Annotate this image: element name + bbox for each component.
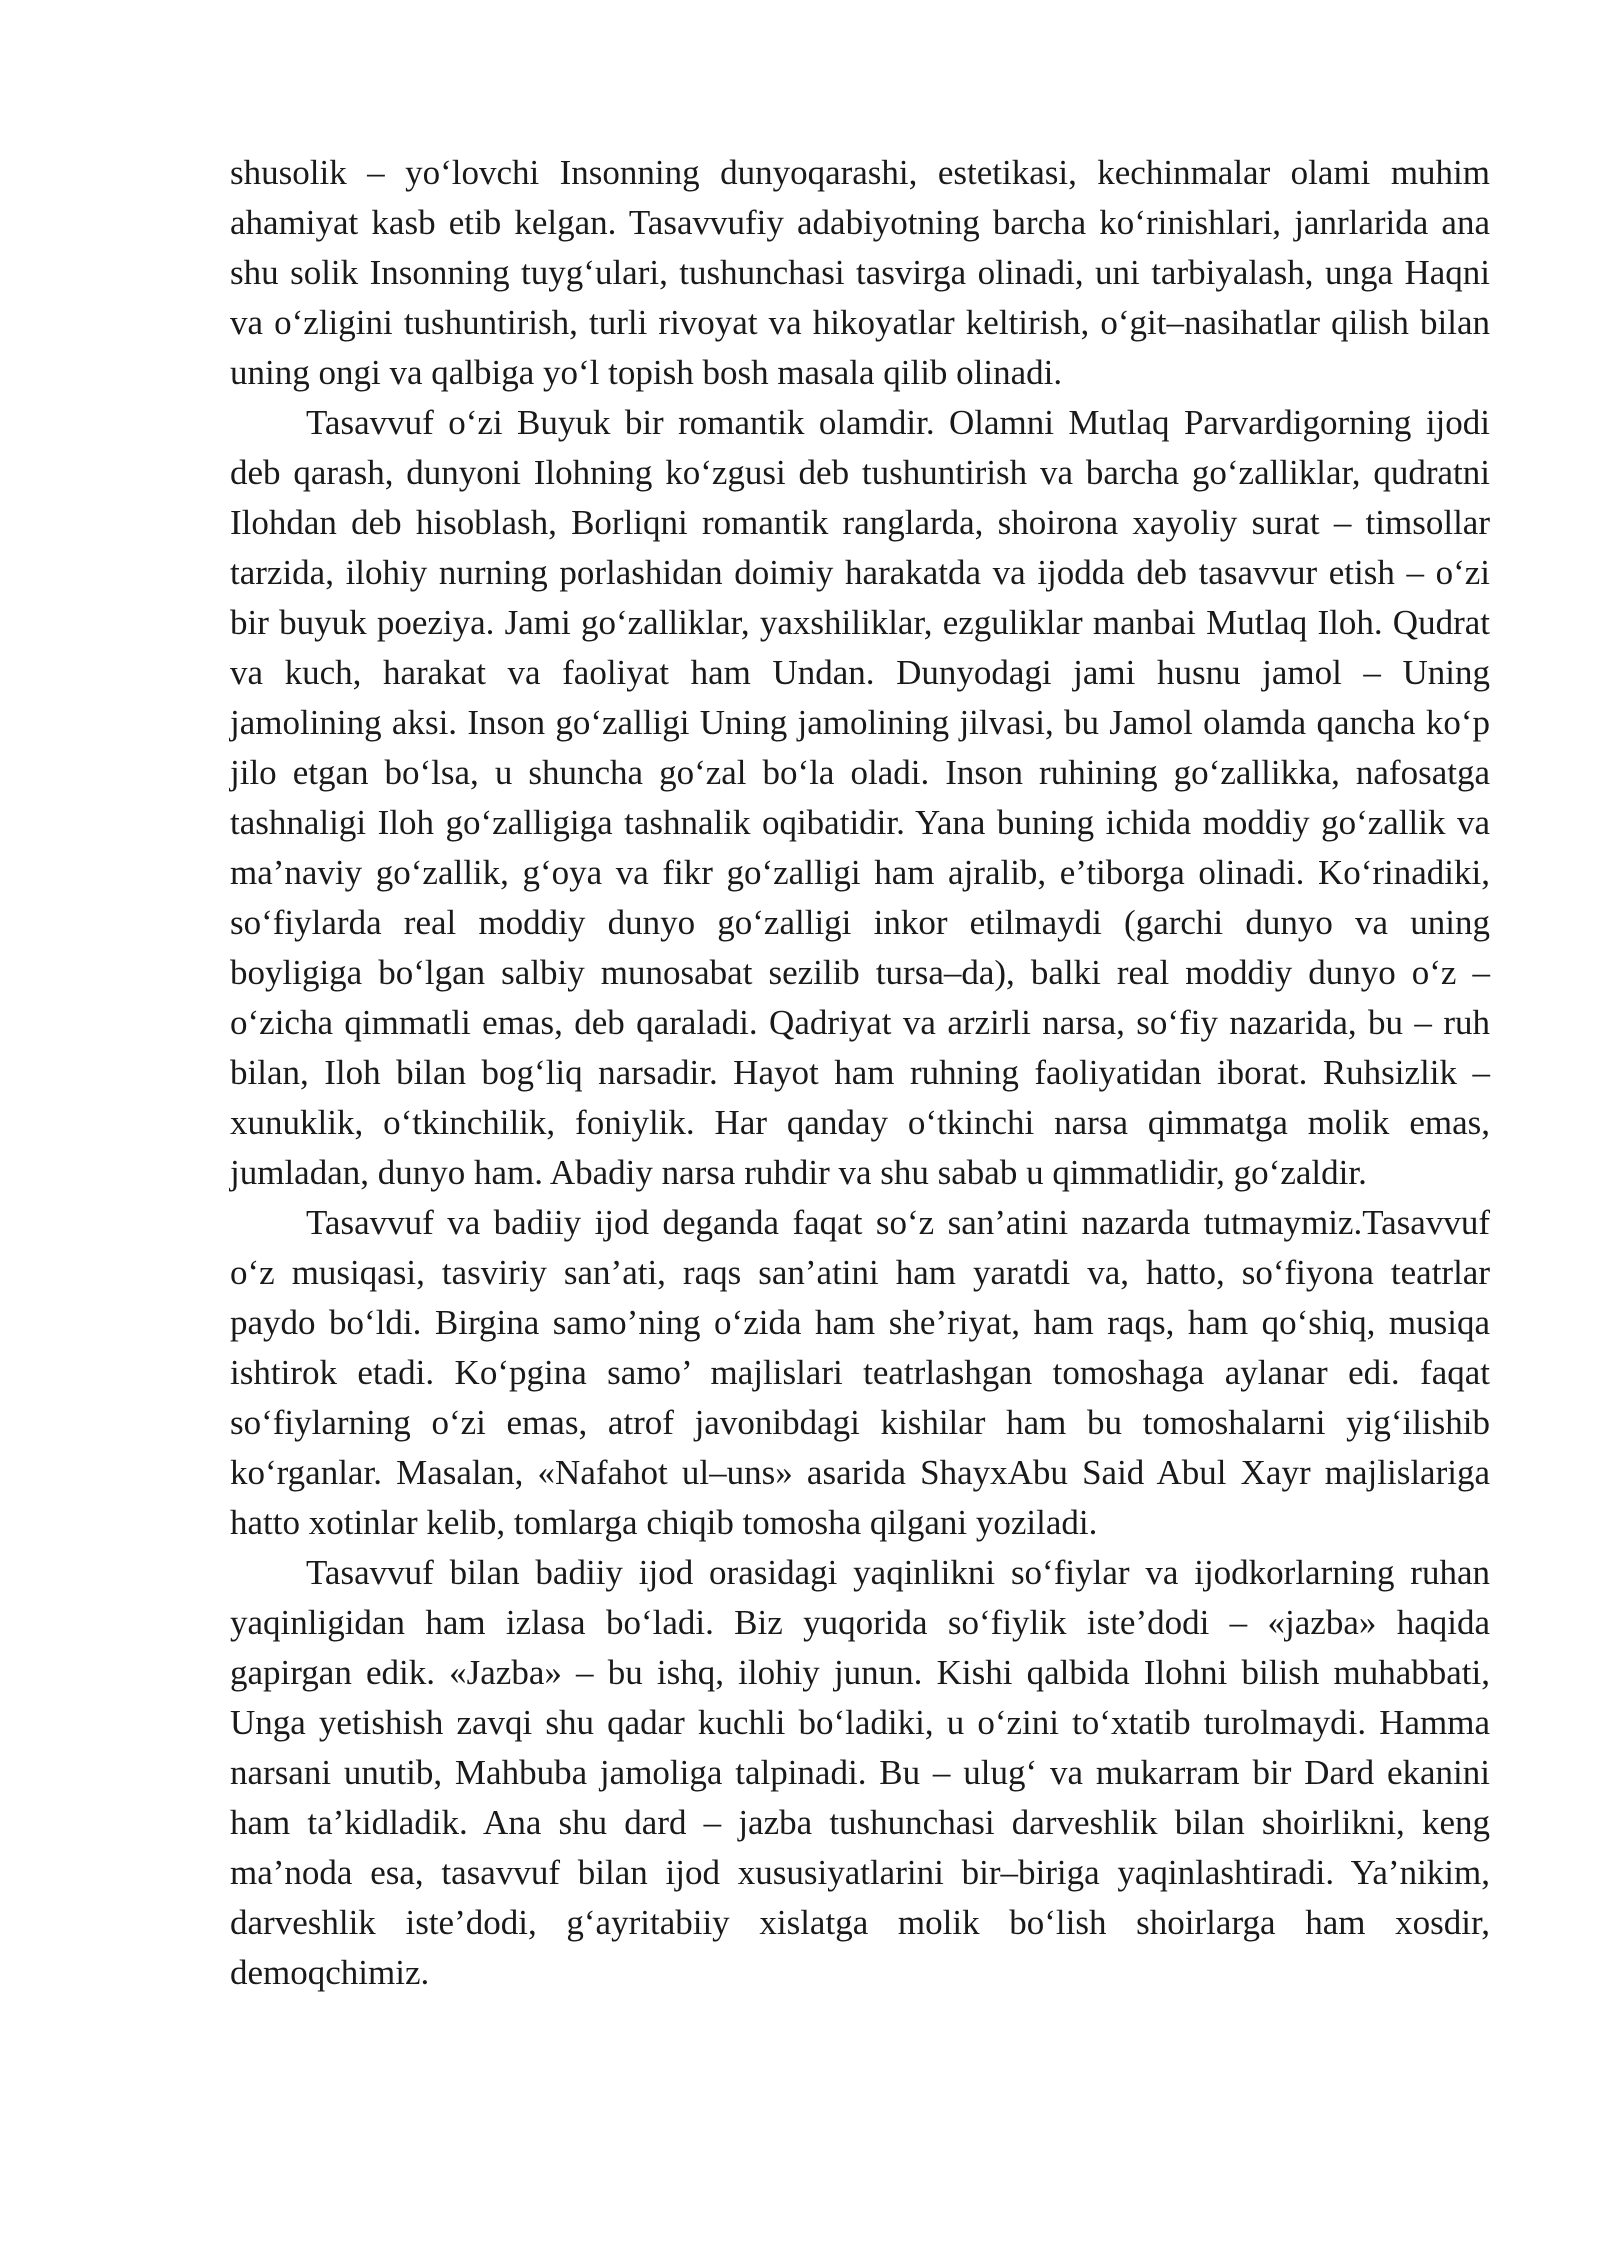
paragraph-continued: shusolik – yo‘lovchi Insonning dunyoqarashi, estetikasi, kechinmalar olami muhim ahamiyat kasb etib kelgan. Tasavvufiy adabiyotning barcha ko‘rinishlari, janrlarida ana shu solik Insonning tuyg‘ulari, tushunchasi tasvirga olinadi, uni tarbiyalash, unga Haqni va o‘zligini tushuntirish, turli rivoyat va hikoyatlar keltirish, o‘git–nasihatlar qilish bilan uning ongi va qalbiga yo‘l topish bosh masala qilib olinadi. — [230, 153, 1490, 392]
paragraph: Tasavvuf bilan badiiy ijod orasidagi yaqinlikni so‘fiylar va ijodkorlarning ruhan yaqinligidan ham izlasa bo‘ladi. Biz yuqorida so‘fiylik iste’dodi – «jazba» haqida gapirgan edik. «Jazba» – bu ishq, ilohiy junun. Kishi qalbida Ilohni bilish muhabbati, Unga yetishish zavqi shu qadar kuchli bo‘ladiki, u o‘zini to‘xtatib turolmaydi. Hamma narsani unutib, Mahbuba jamoliga talpinadi. Bu – ulug‘ va mukarram bir Dard ekanini ham ta’kidladik. Ana shu dard – jazba tushunchasi darveshlik bilan shoirlikni, keng ma’noda esa, tasavvuf bilan ijod xususiyatlarini bir–biriga yaqinlashtiradi. Ya’nikim, darveshlik iste’dodi, g‘ayritabiiy xislatga molik bo‘lish shoirlarga ham xosdir, demoqchimiz. — [230, 1553, 1490, 1992]
document-page — [230, 148, 1490, 1998]
paragraph: Tasavvuf va badiiy ijod deganda faqat so‘z san’atini nazarda tutmaymiz.Tasavvuf o‘z musiqasi, tasviriy san’ati, raqs san’atini ham yaratdi va, hatto, so‘fiyona teatrlar paydo bo‘ldi. Birgina samo’ning o‘zida ham she’riyat, ham raqs, ham qo‘shiq, musiqa ishtirok etadi. Ko‘pgina samo’ majlislari teatrlashgan tomoshaga aylanar edi. faqat so‘fiylarning o‘zi emas, atrof javonibdagi kishilar ham bu tomoshalarni yig‘ilishib ko‘rganlar. Masalan, «Nafahot ul–uns» asarida ShayxAbu Said Abul Xayr majlislariga hatto xotinlar kelib, tomlarga chiqib tomosha qilgani yoziladi. — [230, 1203, 1490, 1542]
paragraph: Tasavvuf o‘zi Buyuk bir romantik olamdir. Olamni Mutlaq Parvardigorning ijodi deb qarash, dunyoni Ilohning ko‘zgusi deb tushuntirish va barcha go‘zalliklar, qudratni Ilohdan deb hisoblash, Borliqni romantik ranglarda, shoirona xayoliy surat – timsollar tarzida, ilohiy nurning porlashidan doimiy harakatda va ijodda deb tasavvur etish – o‘zi bir buyuk poeziya. Jami go‘zalliklar, yaxshiliklar, ezguliklar manbai Mutlaq Iloh. Qudrat va kuch, harakat va faoliyat ham Undan. Dunyodagi jami husnu jamol – Uning jamolining aksi. Inson go‘zalligi Uning jamolining jilvasi, bu Jamol olamda qancha ko‘p jilo etgan bo‘lsa, u shuncha go‘zal bo‘la oladi. Inson ruhining go‘zallikka, nafosatga tashnaligi Iloh go‘zalligiga tashnalik oqibatidir. Yana buning ichida moddiy go‘zallik va ma’naviy go‘zallik, g‘oya va fikr go‘zalligi ham ajralib, e’tiborga olinadi. Ko‘rinadiki, so‘fiylarda real moddiy dunyo go‘zalligi inkor etilmaydi (garchi dunyo va uning boyligiga bo‘lgan salbiy munosabat sezilib tursa–da), balki real moddiy dunyo o‘z – o‘zicha qimmatli emas, deb qaraladi. Qadriyat va arzirli narsa, so‘fiy nazarida, bu – ruh bilan, Iloh bilan bog‘liq narsadir. Hayot ham ruhning faoliyatidan iborat. Ruhsizlik – xunuklik, o‘tkinchilik, foniylik. Har qanday o‘tkinchi narsa qimmatga molik emas, jumladan, dunyo ham. Abadiy narsa ruhdir va shu sabab u qimmatlidir, go‘zaldir. — [230, 403, 1490, 1192]
